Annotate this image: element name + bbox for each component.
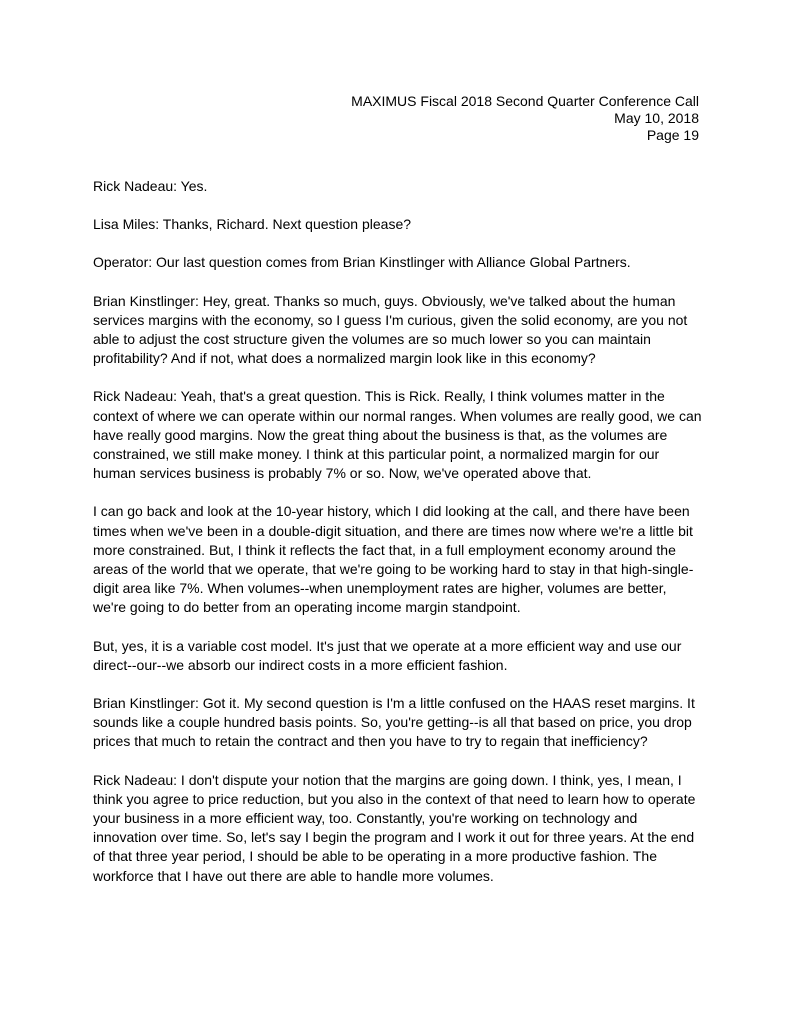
document-title: MAXIMUS Fiscal 2018 Second Quarter Conference Call <box>351 93 699 109</box>
transcript-paragraph: Operator: Our last question comes from Brian Kinstlinger with Alliance Global Partners. <box>93 254 631 271</box>
transcript-paragraph: Rick Nadeau: I don't dispute your notion that the margins are going down. I think, yes, I mean, I think you agree to price reduction, but you also in the context of that need to learn how to operate your business in a more efficient way, too. Constantly, you're working on technology and innovation over time. So, let's say I begin the program and I work it out for three years. At the end of that three year period, I should be able to be operating in a more productive fashion. The workforce that I have out there are able to handle more volumes. <box>93 771 696 884</box>
transcript-paragraph: Brian Kinstlinger: Got it. My second question is I'm a little confused on the HAAS reset margins. It sounds like a couple hundred basis points. So, you're getting--is all that based on price, you drop prices that much to retain the contract and then you have to try to regain that inefficiency? <box>93 695 695 750</box>
transcript-paragraph: Lisa Miles: Thanks, Richard. Next question please? <box>93 216 412 233</box>
transcript-paragraph: But, yes, it is a variable cost model. It's just that we operate at a more efficient way and use our direct--our--we absorb our indirect costs in a more efficient fashion. <box>93 637 682 673</box>
page-header <box>351 93 699 144</box>
transcript-paragraph: I can go back and look at the 10-year history, which I did looking at the call, and there have been times when we've been in a double-digit situation, and there are times now where we're a little bit more constrained. But, I think it reflects the fact that, in a full employment economy around the areas of the world that we operate, that we're going to be working hard to stay in that high-single-digit area like 7%. When volumes--when unemployment rates are higher, volumes are better, we're going to do better from an operating income margin standpoint. <box>93 503 694 616</box>
transcript-paragraph: Rick Nadeau: Yes. <box>93 178 208 194</box>
page-number: Page 19 <box>646 127 699 143</box>
transcript-body <box>93 177 703 905</box>
transcript-paragraph: Rick Nadeau: Yeah, that's a great question. This is Rick. Really, I think volumes matter in the context of where we can operate within our normal ranges. When volumes are really good, we can have really good margins. Now the great thing about the business is that, as the volumes are constrained, we still make money. I think at this particular point, a normalized margin for our human services business is probably 7% or so. Now, we've operated above that. <box>93 388 702 482</box>
document-date: May 10, 2018 <box>614 110 699 126</box>
transcript-paragraph: Brian Kinstlinger: Hey, great. Thanks so much, guys. Obviously, we've talked about the human services margins with the economy, so I guess I'm curious, given the solid economy, are you not able to adjust the cost structure given the volumes are so much lower so you can maintain profitability? And if not, what does a normalized margin look like in this economy? <box>93 292 688 367</box>
